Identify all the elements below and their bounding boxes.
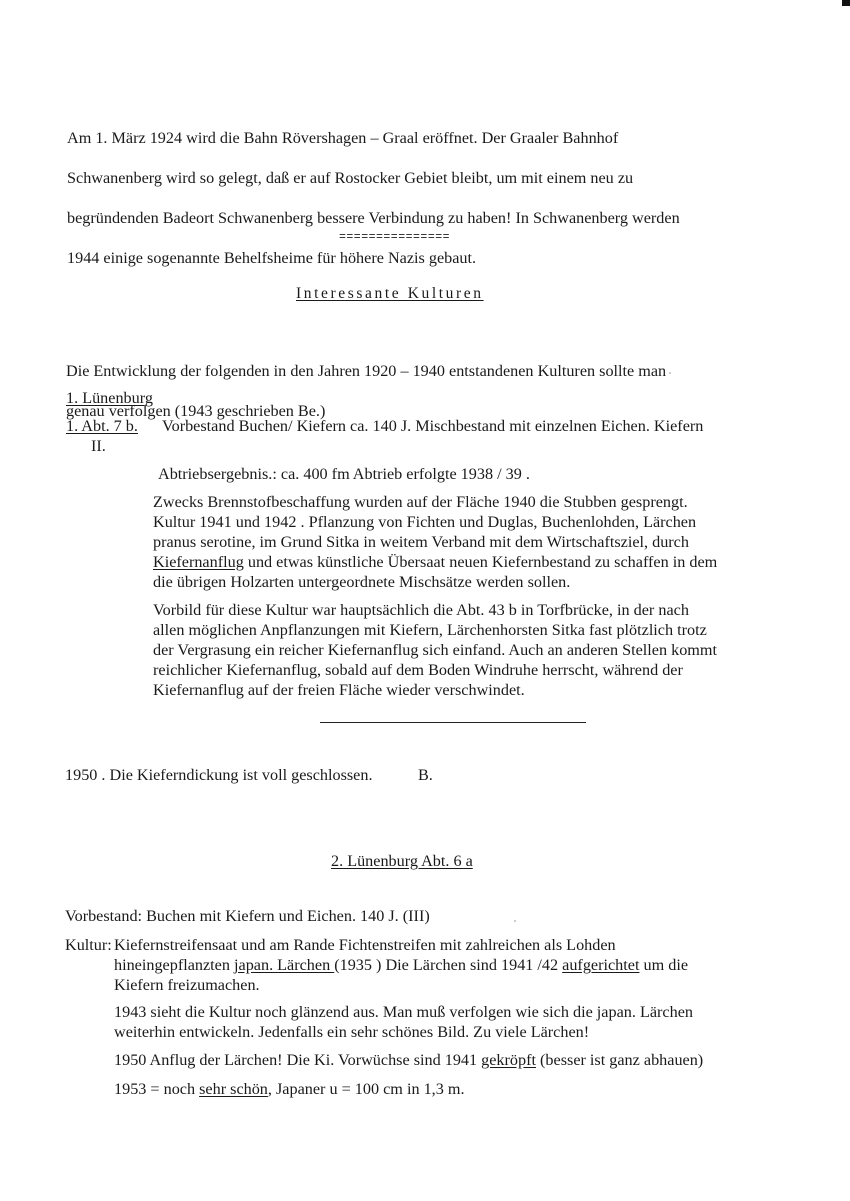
scan-speck xyxy=(669,372,671,374)
underlined-term: gekröpft xyxy=(481,1051,536,1069)
page-heading: Interessante Kulturen xyxy=(296,285,484,302)
separator-rule xyxy=(320,722,586,723)
paragraph-line: Kultur 1941 und 1942 . Pflanzung von Fichten und Duglas, Buchenlohden, Lärchen xyxy=(153,513,697,531)
preface-line: Die Entwicklung der folgenden in den Jahren 1920 – 1940 entstandenen Kulturen sollte man xyxy=(66,362,667,380)
paragraph-line: Vorbild für diese Kultur war hauptsächlich die Abt. 43 b in Torfbrücke, in der nach xyxy=(153,601,689,619)
abtrieb-line: Abtriebsergebnis.: ca. 400 fm Abtrieb erfolgte 1938 / 39 . xyxy=(158,465,530,483)
paragraph-1953: 1953 = noch sehr schön, Japaner u = 100 cm in 1,3 m. xyxy=(114,1080,465,1098)
scan-speck xyxy=(514,920,516,922)
kultur-paragraph xyxy=(114,935,688,995)
paragraph-line: Kiefernstreifensaat und am Rande Fichtenstreifen mit zahlreichen als Lohden xyxy=(114,936,616,954)
underlined-term: aufgerichtet xyxy=(562,956,640,974)
paragraph-line: der Vergrasung ein reicher Kiefernanflug sich einfand. Auch an anderen Stellen kommt xyxy=(153,641,717,659)
kultur-label: Kultur: xyxy=(65,936,112,954)
paragraph-line: weiterhin entwickeln. Jedenfalls ein sehr schönes Bild. Zu viele Lärchen! xyxy=(114,1023,590,1041)
paragraph-line: Kiefern freizumachen. xyxy=(114,976,260,994)
paragraph-line: 1943 sieht die Kultur noch glänzend aus. Man muß verfolgen wie sich die japan. Lärchen xyxy=(114,1003,693,1021)
paragraph-line: hineingepflanzten japan. Lärchen (1935 ) Die Lärchen sind 1941 /42 aufgerichtet um die xyxy=(114,956,689,974)
section2-title: 2. Lünenburg Abt. 6 a xyxy=(331,852,473,870)
intro-line: begründenden Badeort Schwanenberg bessere Verbindung zu haben! In Schwanenberg werden xyxy=(67,209,680,227)
preface-line: genau verfolgen (1943 geschrieben Be.) xyxy=(66,402,326,420)
paragraph-line: reichlicher Kiefernanflug, sobald auf dem Boden Windruhe herrscht, während der xyxy=(153,661,683,679)
section1-paragraph-2 xyxy=(153,600,717,700)
paragraph-line: allen möglichen Anpflanzungen mit Kiefern, Lärchenhorsten Sitka fast plötzlich trotz xyxy=(153,621,707,639)
underlined-term: japan. Lärchen xyxy=(234,956,335,974)
paragraph-line: die übrigen Holzarten untergeordnete Mischsätze werden sollen. xyxy=(153,573,571,591)
section1-paragraph-1 xyxy=(153,492,717,592)
paragraph-1943 xyxy=(114,1002,693,1042)
paragraph-1950: 1950 Anflug der Lärchen! Die Ki. Vorwüchse sind 1941 gekröpft (besser ist ganz abhauen) xyxy=(114,1051,704,1069)
section1-item-label: 1. Abt. 7 b. xyxy=(66,417,138,435)
intro-line: Am 1. März 1924 wird die Bahn Röversha​gen – Graal eröffnet. Der Graaler Bahnhof xyxy=(67,129,619,147)
section-divider: =============== xyxy=(339,231,451,244)
underlined-term: sehr schön xyxy=(199,1080,268,1098)
paragraph-line: Kiefernanflug und etwas künstliche Übersaat neuen Kiefernbestand zu schaffen in dem xyxy=(153,553,718,571)
vorbestand-line: Vorbestand: Buchen mit Kiefern und Eichen. 140 J. (III) xyxy=(65,907,430,925)
intro-line: 1944 einige sogenannte Behelfsheime für höhere Nazis gebaut. xyxy=(67,249,477,267)
paragraph-line: pranus serotine, im Grund Sitka in weitem Verband mit dem Wirtschaftsziel, durch xyxy=(153,533,689,551)
underlined-term: Kiefernanflug xyxy=(153,553,244,571)
note-initial: B. xyxy=(418,766,433,784)
intro-paragraph xyxy=(67,108,680,288)
section1-title: 1. Lünenburg xyxy=(66,389,153,407)
intro-line: Schwanenberg wird so gelegt, daß er auf Rostocker Gebiet bleibt, um mit einem neu zu xyxy=(67,169,634,187)
paragraph-line: Kiefernanflug auf der freien Fläche wieder verschwindet. xyxy=(153,681,525,699)
section1-item-text: Vorbestand Buchen/ Kiefern ca. 140 J. Mischbestand mit einzelnen Eichen. Kiefern xyxy=(162,417,704,435)
section1-item-text-cont: II. xyxy=(91,437,106,455)
scan-edge-mark xyxy=(842,0,850,6)
paragraph-line: Zwecks Brennstofbeschaffung wurden auf der Fläche 1940 die Stubben gesprengt. xyxy=(153,493,688,511)
note-1950: 1950 . Die Kieferndickung ist voll geschlossen. xyxy=(65,766,373,784)
